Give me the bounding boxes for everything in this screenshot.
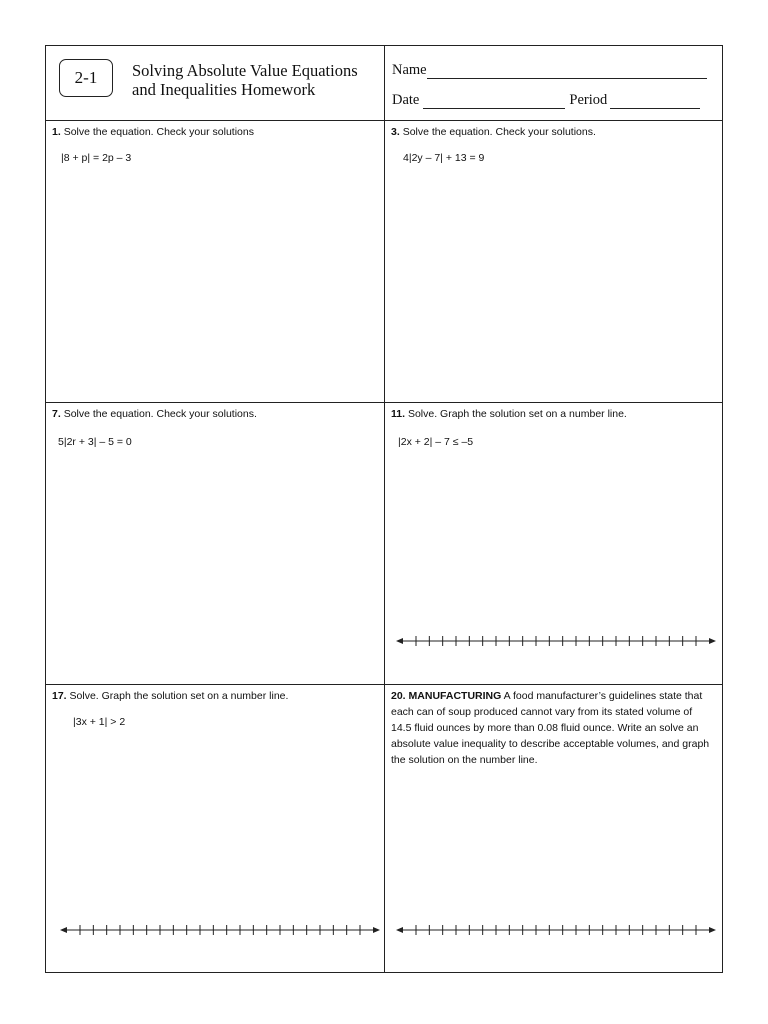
lesson-number-badge: 2-1 [59, 59, 113, 97]
worksheet-title [132, 61, 382, 99]
problem-prompt: Solve the equation. Check your solutions [63, 126, 254, 138]
number-line[interactable] [394, 634, 718, 648]
problem-number: 11. [391, 408, 406, 420]
name-blank[interactable] [427, 64, 707, 79]
name-label: Name [392, 62, 427, 78]
problem-17-expression: |3x + 1| > 2 [73, 716, 126, 728]
worksheet [45, 45, 723, 973]
left-arrow-icon [60, 927, 67, 933]
problem-number: 1. [52, 126, 61, 138]
problem-keyword: MANUFACTURING [408, 690, 502, 702]
problem-prompt: Solve. Graph the solution set on a number line. [407, 408, 627, 420]
problem-number: 3. [391, 126, 400, 138]
date-label: Date [392, 92, 420, 108]
right-arrow-icon [709, 638, 716, 644]
problem-number: 20. [391, 690, 406, 702]
number-line[interactable] [58, 923, 382, 937]
problem-number: 17. [52, 690, 67, 702]
student-info [385, 46, 722, 120]
name-field[interactable] [392, 62, 707, 79]
problem-prompt: Solve the equation. Check your solutions. [402, 126, 596, 138]
problem-7-expression: 5|2r + 3| – 5 = 0 [58, 436, 132, 448]
date-blank[interactable] [423, 94, 565, 109]
left-arrow-icon [396, 638, 403, 644]
date-period-fields [392, 92, 700, 109]
number-line[interactable] [394, 923, 718, 937]
problem-prompt: Solve. Graph the solution set on a number line. [69, 690, 289, 702]
right-arrow-icon [373, 927, 380, 933]
problem-number: 7. [52, 408, 61, 420]
problem-3-expression: 4|2y – 7| + 13 = 9 [403, 152, 485, 164]
problem-1-expression: |8 + p| = 2p – 3 [61, 152, 132, 164]
problem-prompt: A food manufacturer’s guidelines state that each can of soup produced cannot vary from its stated volume of 14.5 fluid ounces by more than 0.08 fluid ounce. Write an solve an absolute value inequality to describe acceptable volumes, and graph the solution on the number line. [391, 690, 710, 766]
right-arrow-icon [709, 927, 716, 933]
period-label: Period [569, 92, 608, 108]
period-blank[interactable] [610, 94, 700, 109]
worksheet-header [46, 46, 384, 120]
problem-prompt: Solve the equation. Check your solutions. [63, 408, 257, 420]
title-line-1: Solving Absolute Value Equations [132, 61, 358, 80]
left-arrow-icon [396, 927, 403, 933]
problem-11-expression: |2x + 2| – 7 ≤ –5 [398, 436, 474, 448]
title-line-2: and Inequalities Homework [132, 80, 316, 99]
